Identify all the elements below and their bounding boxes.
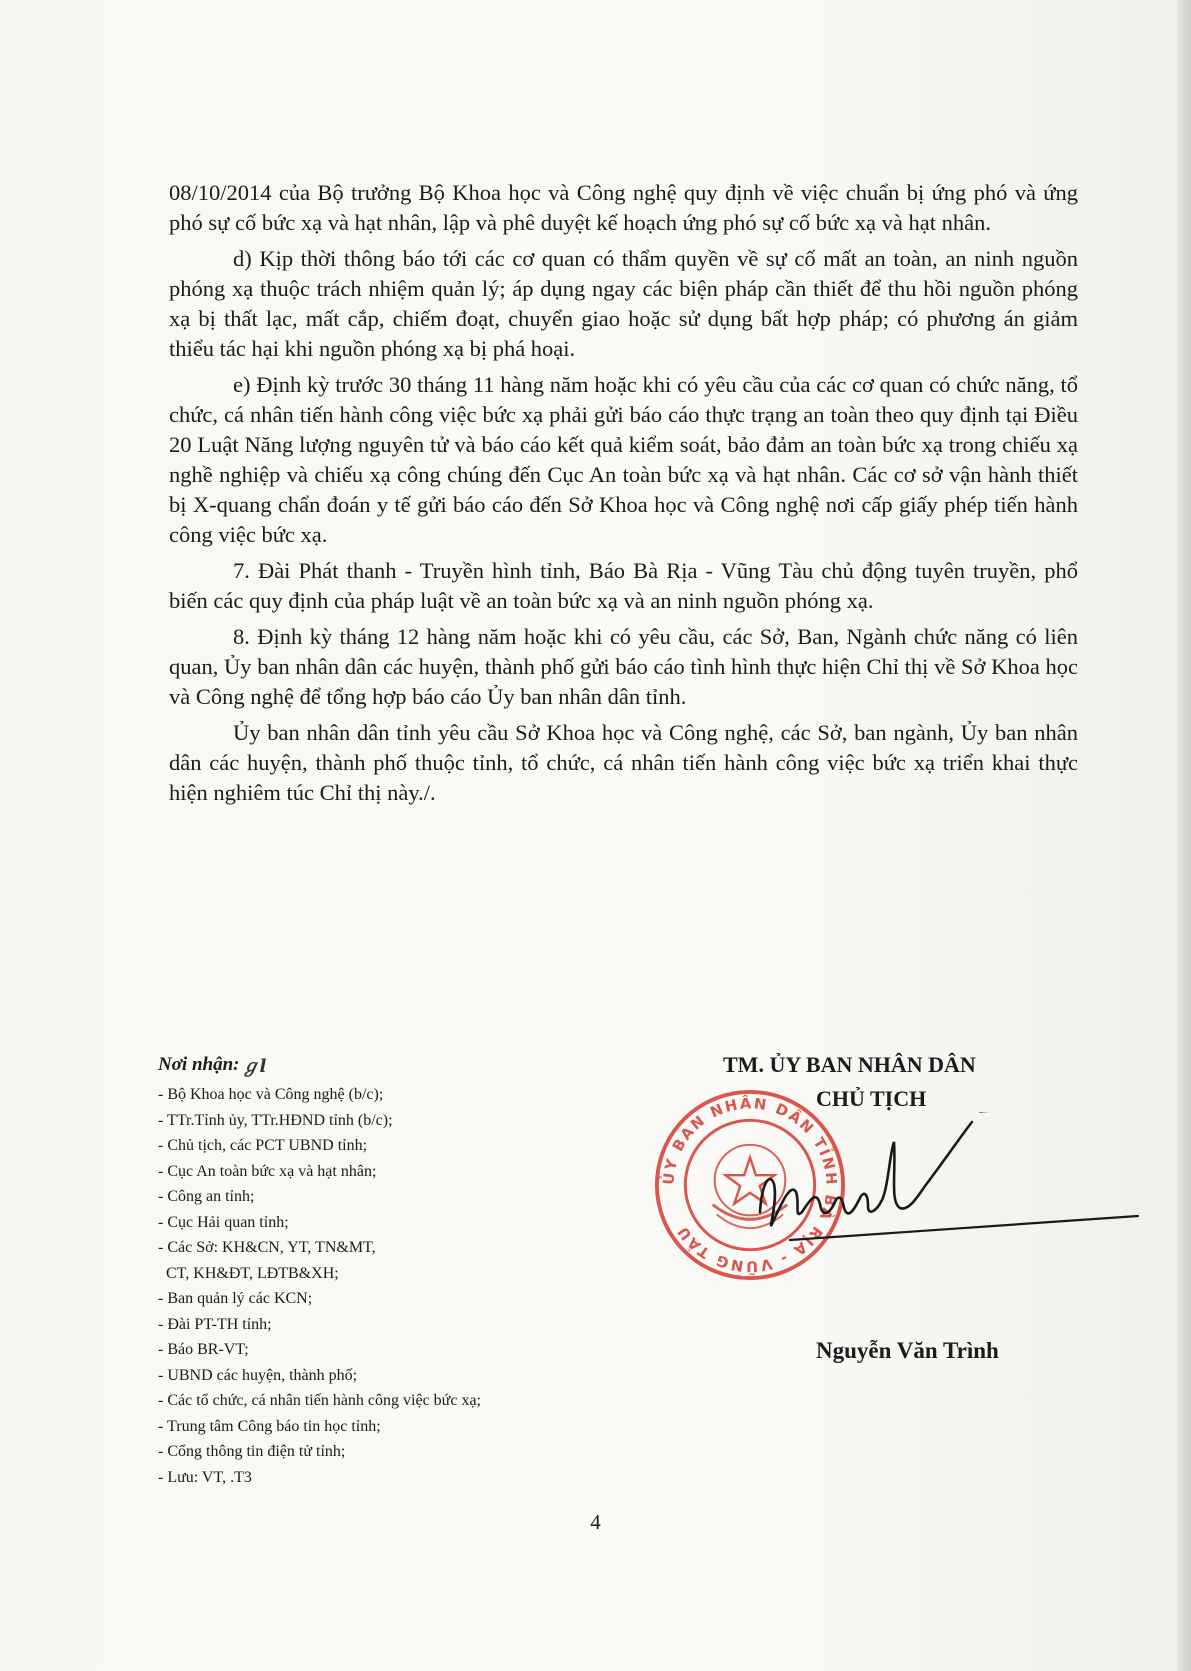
recipient-item: - Lưu: VT, .T3 <box>158 1468 252 1486</box>
signing-organization: TM. ỦY BAN NHÂN DÂN <box>723 1052 976 1077</box>
recipient-item: - Đài PT-TH tỉnh; <box>158 1315 272 1333</box>
recipient-item: - Báo BR-VT; <box>158 1341 249 1358</box>
handwritten-signature <box>750 1112 1140 1262</box>
recipient-item: - Cổng thông tin điện tử tỉnh; <box>158 1443 346 1460</box>
paragraph-closing: Ủy ban nhân dân tỉnh yêu cầu Sở Khoa học và Công nghệ, các Sở, ban ngành, Ủy ban nhân dân các huyện, thành phố thuộc tỉnh, tổ chức, cá nhân tiến hành công việc bức xạ triển khai thực hiện nghiêm túc Chỉ thị này./. <box>169 720 1078 805</box>
page-number: 4 <box>590 1510 601 1534</box>
recipients-block <box>158 1052 628 1490</box>
signer-title: CHỦ TỊCH <box>816 1086 927 1111</box>
recipient-item: - TTr.Tỉnh ủy, TTr.HĐND tỉnh (b/c); <box>158 1111 393 1129</box>
recipient-item: - Ban quản lý các KCN; <box>158 1290 313 1307</box>
recipients-title-row <box>158 1052 628 1078</box>
paragraph-8: 8. Định kỳ tháng 12 hàng năm hoặc khi có yêu cầu, các Sở, Ban, Ngành chức năng có liên quan, Ủy ban nhân dân các huyện, thành phố gửi báo cáo tình hình thực hiện Chỉ thị về Sở Khoa học và Công nghệ để tổng hợp báo cáo Ủy ban nhân dân tỉnh. <box>169 624 1078 709</box>
paragraph-e: e) Định kỳ trước 30 tháng 11 hàng năm hoặc khi có yêu cầu của các cơ quan có chức năng, tổ chức, cá nhân tiến hành công việc bức xạ phải gửi báo cáo thực trạng an toàn theo quy định tại Điều 20 Luật Năng lượng nguyên tử và báo cáo kết quả kiểm soát, bảo đảm an toàn bức xạ trong chiếu xạ nghề nghiệp và chiếu xạ công chúng đến Cục An toàn bức xạ và hạt nhân. Các cơ sở vận hành thiết bị X-quang chẩn đoán y tế gửi báo cáo đến Sở Khoa học và Công nghệ nơi cấp giấy phép tiến hành công việc bức xạ. <box>169 372 1078 547</box>
recipient-item: - Cục Hải quan tỉnh; <box>158 1213 289 1231</box>
recipient-item: CT, KH&ĐT, LĐTB&XH; <box>166 1264 339 1282</box>
recipient-item: - Cục An toàn bức xạ và hạt nhân; <box>158 1162 377 1180</box>
recipient-item: - Công an tỉnh; <box>158 1188 255 1205</box>
recipient-item: - Chủ tịch, các PCT UBND tỉnh; <box>158 1137 368 1154</box>
handwritten-initials: ℊl <box>241 1056 267 1077</box>
recipient-item: - Bộ Khoa học và Công nghệ (b/c); <box>158 1086 384 1103</box>
recipient-item: - Các tổ chức, cá nhân tiến hành công việc bức xạ; <box>158 1392 481 1409</box>
recipients-list <box>158 1082 628 1490</box>
paragraph-7: 7. Đài Phát thanh - Truyền hình tỉnh, Báo Bà Rịa - Vũng Tàu chủ động tuyên truyền, phổ biến các quy định của pháp luật về an toàn bức xạ và an ninh nguồn phóng xạ. <box>169 558 1078 613</box>
paragraph-continuation: 08/10/2014 của Bộ trưởng Bộ Khoa học và Công nghệ quy định về việc chuẩn bị ứng phó và ứng phó sự cố bức xạ và hạt nhân, lập và phê duyệt kế hoạch ứng phó sự cố bức xạ và hạt nhân. <box>169 180 1078 235</box>
recipient-item: - Các Sở: KH&CN, YT, TN&MT, <box>158 1239 376 1256</box>
recipient-item: - Trung tâm Công báo tin học tỉnh; <box>158 1417 381 1435</box>
signature-block <box>660 1052 1140 1392</box>
recipient-item: - UBND các huyện, thành phố; <box>158 1366 358 1384</box>
stamp-text: ỦY BAN NHÂN DÂN TỈNH BÀ RỊA - VŨNG TÀU <box>660 1095 840 1275</box>
recipients-title: Nơi nhận: <box>158 1054 240 1075</box>
paragraph-d: d) Kịp thời thông báo tới các cơ quan có thẩm quyền về sự cố mất an toàn, an ninh nguồn phóng xạ thuộc trách nhiệm quản lý; áp dụng ngay các biện pháp cần thiết để thu hồi nguồn phóng xạ bị thất lạc, mất cắp, chiếm đoạt, chuyển giao hoặc sử dụng bất hợp pháp; có phương án giảm thiểu tác hại khi nguồn phóng xạ bị phá hoại. <box>169 246 1078 361</box>
signer-name: Nguyễn Văn Trình <box>816 1338 999 1363</box>
document-body <box>169 178 1078 814</box>
page-edge-shadow <box>1177 0 1191 1671</box>
